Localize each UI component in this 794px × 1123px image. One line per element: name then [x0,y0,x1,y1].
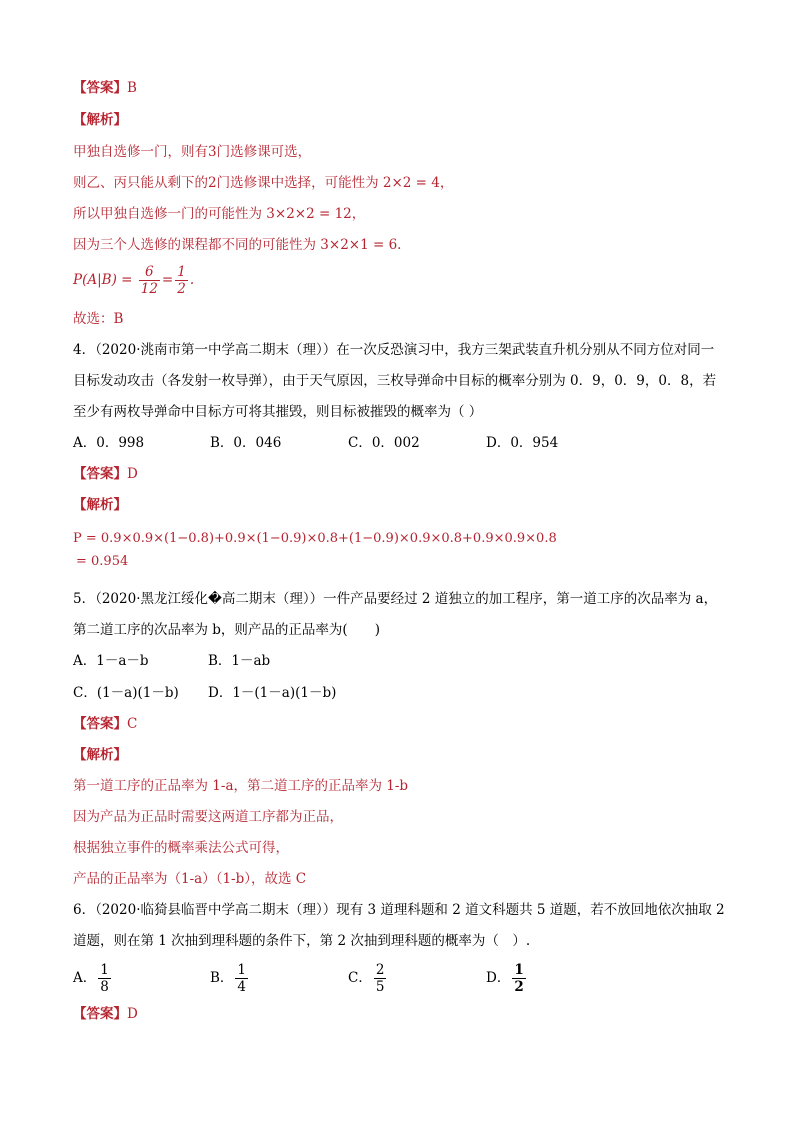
q4-formula-line-2: = 0.954 [76,554,129,569]
q5-analysis-label [73,746,127,764]
equals-sign: = [161,272,174,288]
fraction-denominator: 8 [100,979,109,995]
analysis-label: 【解析】 [73,747,127,763]
q6-option-a [73,960,113,996]
answer-label: 【答案】 [73,1006,127,1022]
fraction-numerator: 1 [100,962,109,978]
q3-line-3: 所以甲独自选修一门的可能性为 3×2×2 = 12， [73,206,366,222]
option-fraction [512,962,525,995]
fraction-denominator: 2 [177,281,186,297]
option-letter: D． [486,970,511,986]
option-letter: C． [348,970,372,986]
q3-line-1: 甲独自选修一门，则有3门选修课可选， [73,144,312,160]
q5-stem-line-2: 第二道工序的次品率为 b，则产品的正品率为( ) [73,622,380,638]
q5-answer [73,715,137,733]
q4-stem-line-3: 至少有两枚导弹命中目标方可将其摧毁，则目标被摧毁的概率为（ ） [73,404,483,420]
fraction-numerator: 1 [237,962,247,978]
q5-option-a: A．1－a－b [73,653,149,669]
option-fraction [374,962,387,995]
q5-line-1: 第一道工序的正品率为 1-a，第二道工序的正品率为 1-b [73,778,409,794]
q4-option-d: D．0．954 [486,435,559,451]
q5-line-3: 根据独立事件的概率乘法公式可得， [73,840,289,856]
q6-option-b [210,960,250,996]
q3-conclusion: 故选：B [73,311,124,327]
analysis-label: 【解析】 [73,497,127,513]
answer-value: B [127,80,137,96]
q5-option-c: C．(1－a)(1－b) [73,685,179,701]
fraction-numerator: 2 [375,962,385,978]
q6-stem-line-1: 6．（2020·临猗县临晋中学高二期末（理））现有 3 道理科题和 2 道文科题共 5 道题，若不放回地依次抽取 2 [73,902,725,918]
fraction-denominator: 2 [514,979,524,995]
formula-prefix: P(A|B) = [73,272,137,288]
fraction-numerator: 1 [514,962,524,978]
q3-formula [73,262,194,298]
fraction-denominator: 4 [237,979,247,995]
option-letter: A． [73,970,97,986]
q5-line-2: 因为产品为正品时需要这两道工序都为正品， [73,809,343,825]
fraction-denominator: 5 [375,979,385,995]
q4-formula-line-1: P = 0.9×0.9×(1−0.8)+0.9×(1−0.9)×0.8+(1−0.9)×0.9×0.8+0.9×0.9×0.8 [73,531,557,546]
q4-stem-line-2: 目标发动攻击（各发射一枚导弹），由于天气原因，三枚导弹命中目标的概率分别为 0．9，0．9，0．8，若 [73,373,717,389]
q5-line-4: 产品的正品率为（1-a）（1-b），故选 C [73,871,307,887]
option-fraction [235,962,248,995]
q5-option-b: B．1－ab [208,653,271,669]
formula-suffix: . [189,272,195,288]
q3-analysis-label [73,111,127,129]
fraction-numerator: 6 [145,264,154,280]
q6-stem-line-2: 道题，则在第 1 次抽到理科题的条件下，第 2 次抽到理科题的概率为（ ）. [73,933,531,949]
answer-label: 【答案】 [73,80,127,96]
q6-option-d [486,960,528,996]
q4-stem-line-1: 4．（2020·洮南市第一中学高二期末（理））在一次反恐演习中，我方三架武装直升机分别从不同方位对同一 [73,342,715,358]
answer-value: C [127,716,138,732]
q4-answer [73,465,138,483]
q4-analysis-label [73,496,127,514]
q5-stem-line-1: 5．（2020·黑龙江绥化�高二期末（理））一件产品要经过 2 道独立的加工程序，第一道工序的次品率为 a， [73,591,718,607]
option-fraction [98,962,111,995]
analysis-label: 【解析】 [73,112,127,128]
answer-label: 【答案】 [73,466,127,482]
q6-answer [73,1005,138,1023]
q4-option-c: C．0．002 [348,435,420,451]
answer-value: D [127,466,138,482]
fraction-6-12 [139,264,160,297]
q3-line-2: 则乙、丙只能从剩下的2门选修课中选择，可能性为 2×2 = 4， [73,175,454,191]
answer-label: 【答案】 [73,716,127,732]
q3-line-4: 因为三个人选修的课程都不同的可能性为 3×2×1 = 6. [73,237,402,253]
fraction-numerator: 1 [177,264,186,280]
q4-option-b: B．0．046 [210,435,282,451]
q5-option-d: D．1－(1－a)(1－b) [208,685,337,701]
q4-option-a: A．0．998 [73,435,145,451]
q3-answer [73,79,137,97]
q6-option-c [348,960,388,996]
fraction-denominator: 12 [140,281,158,297]
option-letter: B． [210,970,234,986]
answer-value: D [127,1006,138,1022]
fraction-1-2 [175,264,188,297]
